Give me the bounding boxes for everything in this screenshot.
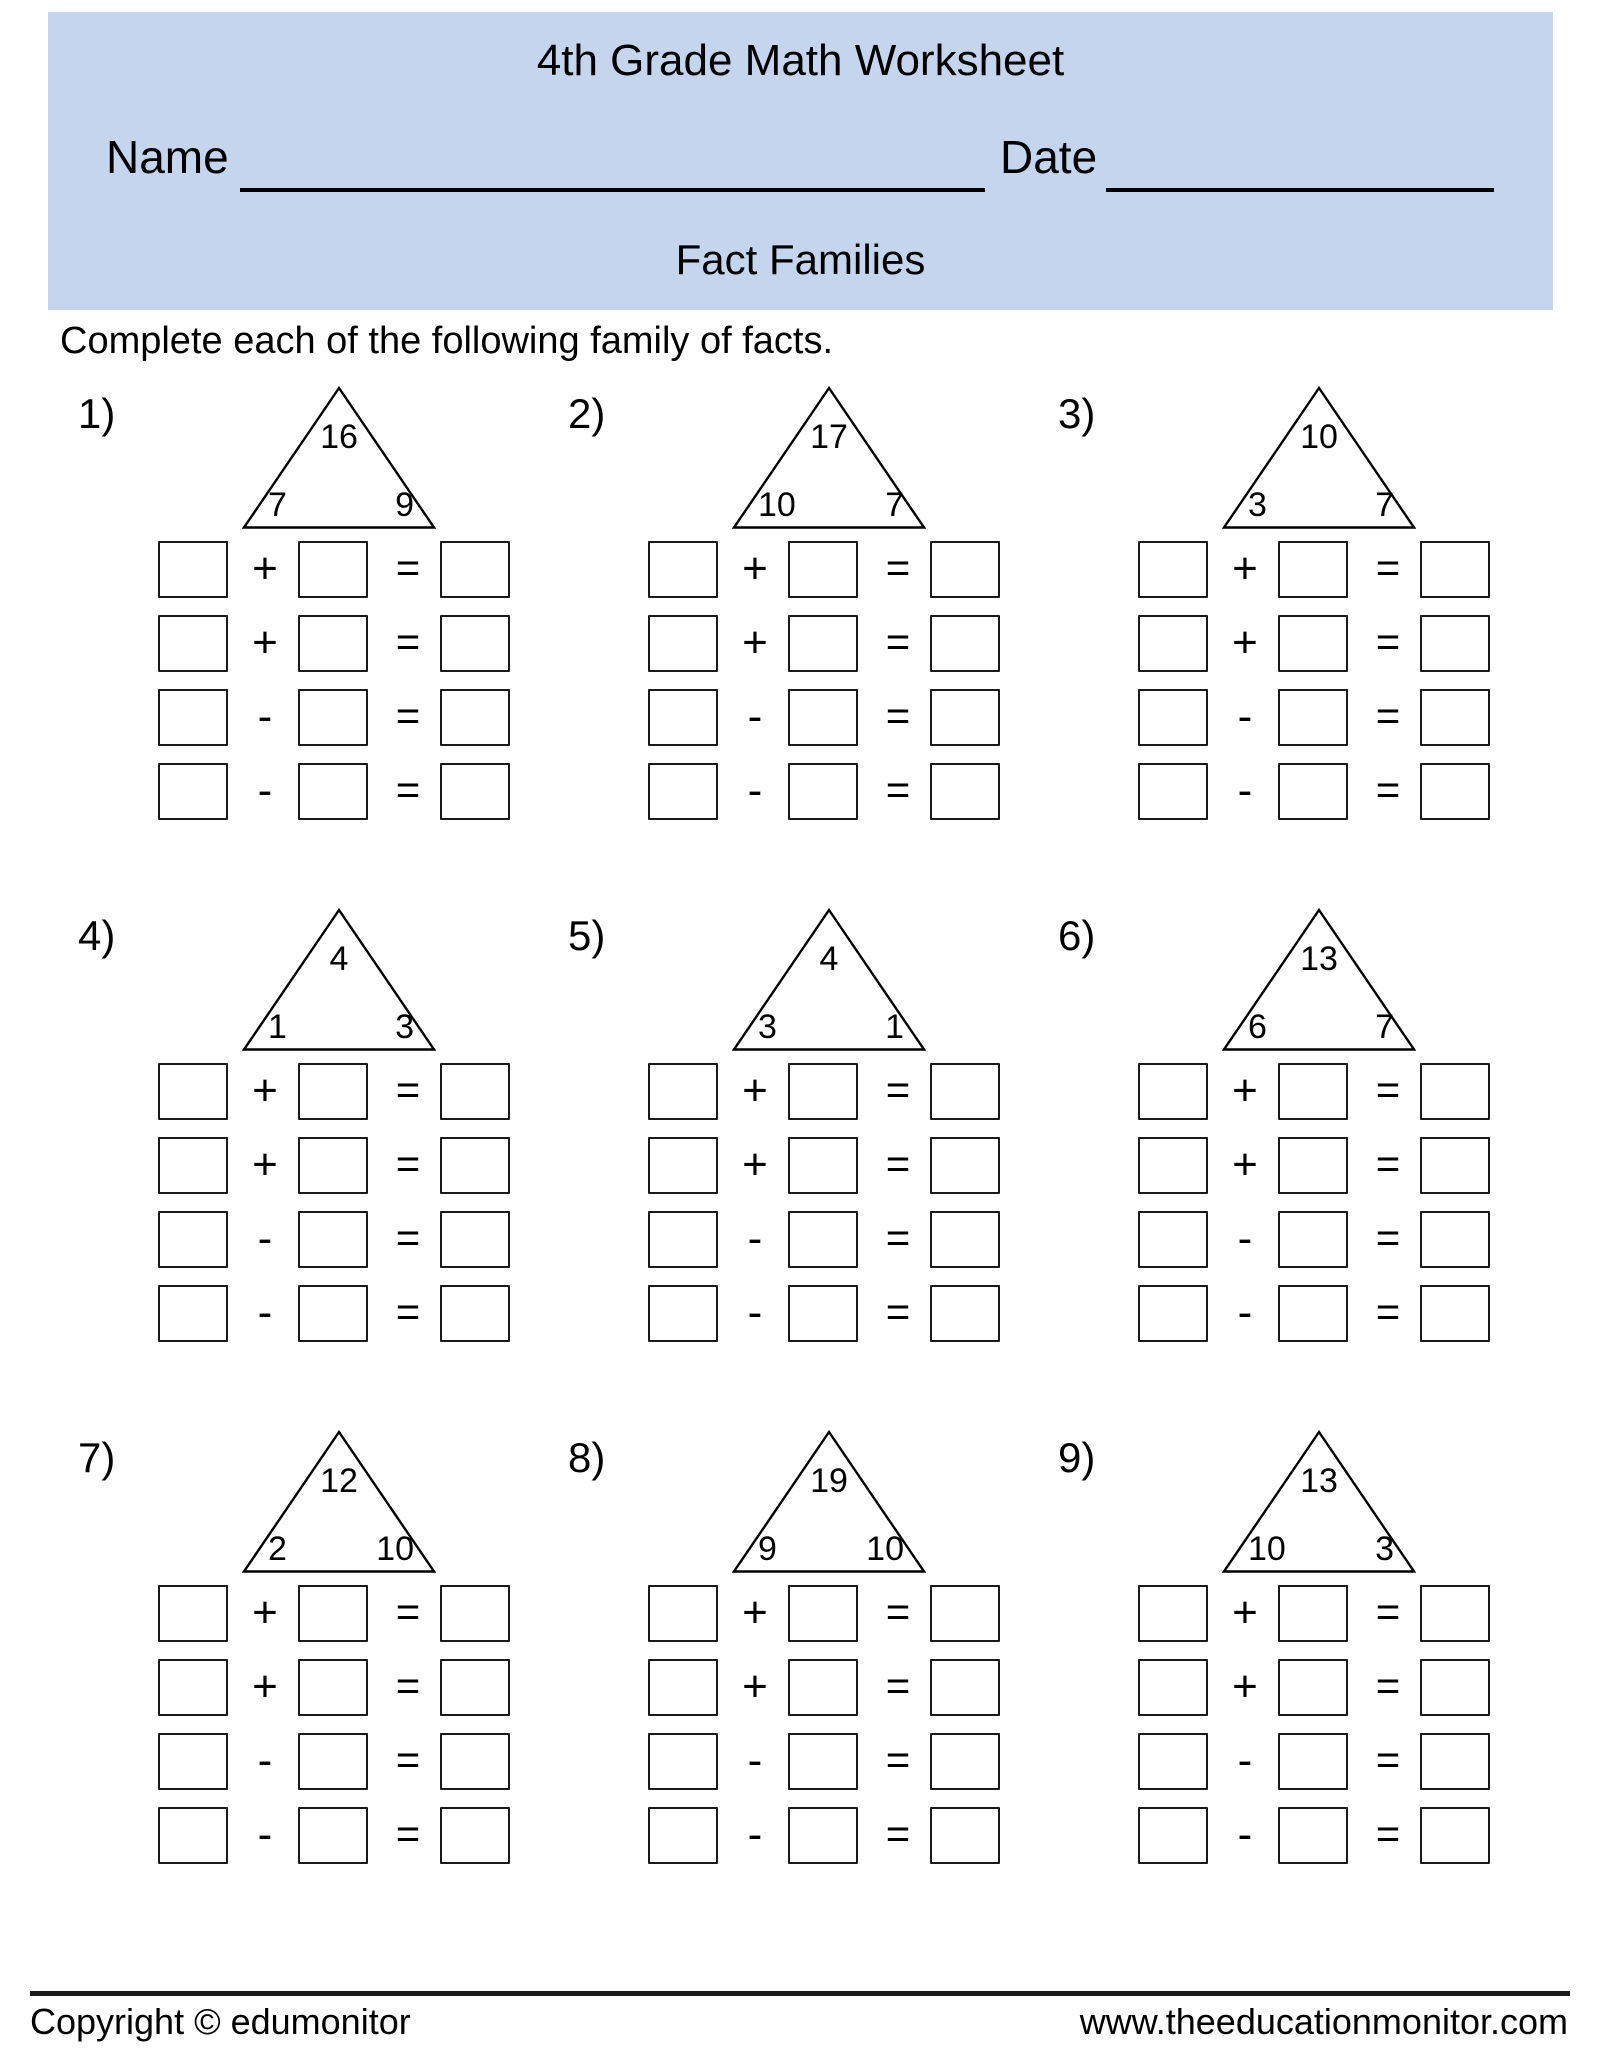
equals-sign: = (885, 1140, 911, 1187)
answer-box[interactable] (648, 763, 718, 820)
answer-box[interactable] (1138, 1137, 1208, 1194)
equals-sign: = (395, 1588, 421, 1635)
fact-triangle (732, 907, 926, 1052)
plus-operator: + (252, 544, 278, 593)
equals-sign: = (1375, 1588, 1401, 1635)
equals-sign: = (885, 1066, 911, 1113)
fact-family-problem (1058, 902, 1503, 1350)
answer-box[interactable] (788, 615, 858, 672)
minus-operator: - (257, 766, 273, 815)
answer-box[interactable] (930, 763, 1000, 820)
answer-box[interactable] (1278, 1585, 1348, 1642)
minus-operator: - (257, 692, 273, 741)
triangle-top-number: 4 (329, 940, 349, 978)
equals-sign: = (1375, 1066, 1401, 1113)
plus-operator: + (1232, 1588, 1258, 1637)
answer-box[interactable] (648, 615, 718, 672)
answer-box[interactable] (440, 1285, 510, 1342)
equation-row (1138, 1285, 1490, 1343)
date-input-line[interactable] (1106, 144, 1494, 192)
answer-box[interactable] (1420, 541, 1490, 598)
answer-box[interactable] (158, 1733, 228, 1790)
answer-box[interactable] (298, 689, 368, 746)
minus-operator: - (257, 1810, 273, 1859)
equals-sign: = (1375, 618, 1401, 665)
problem-number-label: 1) (78, 390, 116, 437)
triangle-right-number: 1 (885, 1008, 904, 1046)
plus-operator: + (1232, 1662, 1258, 1711)
equation-row (648, 1285, 1000, 1343)
problem-number-label: 4) (78, 912, 116, 959)
equation-row (1138, 1733, 1490, 1791)
answer-box[interactable] (788, 1733, 858, 1790)
equals-sign: = (1375, 766, 1401, 813)
answer-box[interactable] (1420, 1285, 1490, 1342)
plus-operator: + (252, 618, 278, 667)
triangle-left-number: 1 (268, 1008, 287, 1046)
answer-box[interactable] (1138, 1807, 1208, 1864)
plus-operator: + (252, 1066, 278, 1115)
minus-operator: - (257, 1736, 273, 1785)
answer-box[interactable] (1420, 1211, 1490, 1268)
answer-box[interactable] (1138, 1733, 1208, 1790)
fact-triangle (732, 385, 926, 530)
name-input-line[interactable] (240, 144, 985, 192)
equals-sign: = (395, 544, 421, 591)
triangle-left-number: 2 (268, 1530, 287, 1568)
answer-box[interactable] (788, 541, 858, 598)
equation-row (1138, 1137, 1490, 1195)
fact-triangle (1222, 385, 1416, 530)
answer-box[interactable] (788, 1137, 858, 1194)
answer-box[interactable] (930, 1285, 1000, 1342)
answer-box[interactable] (648, 1137, 718, 1194)
equation-row (1138, 763, 1490, 821)
problem-number-label: 5) (568, 912, 606, 959)
answer-box[interactable] (1138, 1211, 1208, 1268)
answer-box[interactable] (440, 1211, 510, 1268)
minus-operator: - (1237, 692, 1253, 741)
equation-row (648, 615, 1000, 673)
answer-box[interactable] (648, 541, 718, 598)
triangle-right-number: 10 (866, 1530, 904, 1568)
triangle-right-number: 3 (395, 1008, 414, 1046)
answer-box[interactable] (648, 1807, 718, 1864)
answer-box[interactable] (1138, 1659, 1208, 1716)
answer-box[interactable] (648, 1211, 718, 1268)
equation-row (158, 1211, 510, 1269)
answer-box[interactable] (1278, 1137, 1348, 1194)
answer-box[interactable] (1420, 1807, 1490, 1864)
answer-box[interactable] (1420, 1585, 1490, 1642)
minus-operator: - (747, 1736, 763, 1785)
answer-box[interactable] (1420, 1733, 1490, 1790)
answer-box[interactable] (158, 615, 228, 672)
answer-box[interactable] (298, 1733, 368, 1790)
triangle-top-number: 19 (810, 1462, 848, 1500)
minus-operator: - (1237, 1214, 1253, 1263)
answer-box[interactable] (1420, 1137, 1490, 1194)
worksheet-subtitle: Fact Families (675, 236, 926, 283)
equals-sign: = (885, 1588, 911, 1635)
minus-operator: - (747, 692, 763, 741)
equals-sign: = (1375, 1662, 1401, 1709)
answer-box[interactable] (1278, 1285, 1348, 1342)
triangle-top-number: 10 (1300, 418, 1338, 456)
equals-sign: = (395, 1288, 421, 1335)
equation-row (648, 1733, 1000, 1791)
answer-box[interactable] (440, 1063, 510, 1120)
answer-box[interactable] (298, 541, 368, 598)
equation-row (158, 689, 510, 747)
answer-box[interactable] (440, 763, 510, 820)
fact-family-problem (568, 902, 1013, 1350)
answer-box[interactable] (1420, 1659, 1490, 1716)
equation-row (158, 763, 510, 821)
equation-row (648, 1585, 1000, 1643)
equation-row (158, 1285, 510, 1343)
answer-box[interactable] (158, 763, 228, 820)
minus-operator: - (1237, 766, 1253, 815)
answer-box[interactable] (440, 1733, 510, 1790)
equation-row (1138, 689, 1490, 747)
answer-box[interactable] (298, 1585, 368, 1642)
answer-box[interactable] (158, 1063, 228, 1120)
answer-box[interactable] (298, 1137, 368, 1194)
equation-row (648, 1063, 1000, 1121)
answer-box[interactable] (440, 1137, 510, 1194)
fact-triangle (1222, 1429, 1416, 1574)
equals-sign: = (1375, 1810, 1401, 1857)
triangle-left-number: 7 (268, 486, 287, 524)
website-url[interactable]: www.theeducationmonitor.com (1079, 2001, 1568, 2042)
answer-box[interactable] (158, 689, 228, 746)
equation-row (158, 1063, 510, 1121)
answer-box[interactable] (930, 541, 1000, 598)
problem-number-label: 7) (78, 1434, 116, 1481)
minus-operator: - (1237, 1810, 1253, 1859)
equals-sign: = (885, 1736, 911, 1783)
answer-box[interactable] (158, 541, 228, 598)
minus-operator: - (257, 1288, 273, 1337)
equals-sign: = (1375, 544, 1401, 591)
equation-row (648, 1137, 1000, 1195)
answer-box[interactable] (648, 1063, 718, 1120)
answer-box[interactable] (1278, 763, 1348, 820)
answer-box[interactable] (158, 1137, 228, 1194)
triangle-left-number: 10 (758, 486, 796, 524)
fact-triangle (242, 1429, 436, 1574)
equation-row (1138, 541, 1490, 599)
answer-box[interactable] (440, 1807, 510, 1864)
answer-box[interactable] (440, 541, 510, 598)
triangle-right-number: 7 (1375, 1008, 1394, 1046)
answer-box[interactable] (298, 763, 368, 820)
plus-operator: + (1232, 544, 1258, 593)
answer-box[interactable] (1138, 763, 1208, 820)
answer-box[interactable] (440, 1585, 510, 1642)
plus-operator: + (742, 618, 768, 667)
equation-row (158, 1137, 510, 1195)
answer-box[interactable] (1138, 615, 1208, 672)
answer-box[interactable] (1278, 1733, 1348, 1790)
equals-sign: = (395, 692, 421, 739)
equals-sign: = (885, 692, 911, 739)
answer-box[interactable] (788, 1585, 858, 1642)
worksheet-header (48, 12, 1553, 310)
answer-box[interactable] (1278, 1659, 1348, 1716)
equation-row (1138, 1063, 1490, 1121)
triangle-top-number: 16 (320, 418, 358, 456)
equals-sign: = (885, 1288, 911, 1335)
answer-box[interactable] (298, 1285, 368, 1342)
answer-box[interactable] (930, 1733, 1000, 1790)
equals-sign: = (885, 1810, 911, 1857)
equals-sign: = (1375, 692, 1401, 739)
answer-box[interactable] (1278, 1063, 1348, 1120)
answer-box[interactable] (1278, 1807, 1348, 1864)
answer-box[interactable] (1138, 1285, 1208, 1342)
answer-box[interactable] (648, 1659, 718, 1716)
answer-box[interactable] (930, 1063, 1000, 1120)
plus-operator: + (1232, 618, 1258, 667)
date-label: Date (1000, 131, 1098, 183)
worksheet-title: 4th Grade Math Worksheet (536, 36, 1065, 85)
answer-box[interactable] (788, 1807, 858, 1864)
footer-divider (30, 1991, 1570, 1996)
minus-operator: - (747, 766, 763, 815)
minus-operator: - (747, 1288, 763, 1337)
equation-row (648, 689, 1000, 747)
triangle-right-number: 7 (885, 486, 904, 524)
equation-row (1138, 1807, 1490, 1865)
instruction-text: Complete each of the following family of facts. (60, 320, 834, 362)
answer-box[interactable] (788, 689, 858, 746)
answer-box[interactable] (788, 1285, 858, 1342)
equation-row (648, 1807, 1000, 1865)
answer-box[interactable] (930, 615, 1000, 672)
minus-operator: - (747, 1810, 763, 1859)
answer-box[interactable] (1278, 615, 1348, 672)
answer-box[interactable] (930, 1585, 1000, 1642)
answer-box[interactable] (440, 615, 510, 672)
equals-sign: = (1375, 1736, 1401, 1783)
equals-sign: = (395, 1810, 421, 1857)
equation-row (158, 1659, 510, 1717)
triangle-top-number: 17 (810, 418, 848, 456)
equation-row (158, 615, 510, 673)
problem-number-label: 9) (1058, 1434, 1096, 1481)
equals-sign: = (395, 1140, 421, 1187)
answer-box[interactable] (298, 1063, 368, 1120)
answer-box[interactable] (1278, 689, 1348, 746)
equals-sign: = (395, 766, 421, 813)
triangle-left-number: 6 (1248, 1008, 1267, 1046)
problem-number-label: 6) (1058, 912, 1096, 959)
plus-operator: + (742, 1140, 768, 1189)
equals-sign: = (395, 1214, 421, 1261)
name-label: Name (106, 131, 229, 183)
answer-box[interactable] (930, 1807, 1000, 1864)
answer-box[interactable] (1420, 615, 1490, 672)
answer-box[interactable] (158, 1585, 228, 1642)
fact-family-problem (568, 1424, 1013, 1872)
equals-sign: = (1375, 1140, 1401, 1187)
fact-triangle (732, 1429, 926, 1574)
fact-family-problem (78, 1424, 523, 1872)
answer-box[interactable] (930, 1659, 1000, 1716)
equals-sign: = (885, 618, 911, 665)
answer-box[interactable] (1138, 689, 1208, 746)
fact-family-problem (1058, 1424, 1503, 1872)
fact-family-problem (78, 902, 523, 1350)
triangle-right-number: 7 (1375, 486, 1394, 524)
plus-operator: + (252, 1588, 278, 1637)
answer-box[interactable] (648, 689, 718, 746)
answer-box[interactable] (298, 615, 368, 672)
copyright-text: Copyright © edumonitor (30, 2001, 411, 2042)
answer-box[interactable] (158, 1659, 228, 1716)
equation-row (648, 1659, 1000, 1717)
plus-operator: + (1232, 1066, 1258, 1115)
plus-operator: + (1232, 1140, 1258, 1189)
equation-row (158, 1585, 510, 1643)
answer-box[interactable] (788, 1211, 858, 1268)
plus-operator: + (742, 1662, 768, 1711)
equals-sign: = (1375, 1288, 1401, 1335)
triangle-left-number: 10 (1248, 1530, 1286, 1568)
answer-box[interactable] (158, 1211, 228, 1268)
fact-triangle (242, 385, 436, 530)
equals-sign: = (395, 1066, 421, 1113)
fact-family-problem (568, 380, 1013, 828)
triangle-right-number: 9 (395, 486, 414, 524)
answer-box[interactable] (158, 1807, 228, 1864)
answer-box[interactable] (788, 1063, 858, 1120)
plus-operator: + (252, 1662, 278, 1711)
answer-box[interactable] (1420, 763, 1490, 820)
triangle-right-number: 10 (376, 1530, 414, 1568)
problem-number-label: 3) (1058, 390, 1096, 437)
answer-box[interactable] (158, 1285, 228, 1342)
equation-row (648, 1211, 1000, 1269)
plus-operator: + (252, 1140, 278, 1189)
minus-operator: - (1237, 1288, 1253, 1337)
answer-box[interactable] (648, 1585, 718, 1642)
equals-sign: = (395, 1662, 421, 1709)
minus-operator: - (1237, 1736, 1253, 1785)
equals-sign: = (885, 766, 911, 813)
answer-box[interactable] (440, 1659, 510, 1716)
fact-triangle (1222, 907, 1416, 1052)
equation-row (1138, 1659, 1490, 1717)
answer-box[interactable] (440, 689, 510, 746)
answer-box[interactable] (1138, 1585, 1208, 1642)
fact-triangle (242, 907, 436, 1052)
answer-box[interactable] (298, 1659, 368, 1716)
equals-sign: = (395, 1736, 421, 1783)
problem-number-label: 8) (568, 1434, 606, 1481)
triangle-top-number: 4 (819, 940, 839, 978)
triangle-left-number: 3 (1248, 486, 1267, 524)
equation-row (648, 541, 1000, 599)
equals-sign: = (395, 618, 421, 665)
equation-row (648, 763, 1000, 821)
triangle-top-number: 13 (1300, 1462, 1338, 1500)
equation-row (158, 1807, 510, 1865)
answer-box[interactable] (930, 689, 1000, 746)
equation-row (1138, 1211, 1490, 1269)
answer-box[interactable] (1138, 1063, 1208, 1120)
minus-operator: - (257, 1214, 273, 1263)
equals-sign: = (885, 1662, 911, 1709)
answer-box[interactable] (648, 1285, 718, 1342)
equation-row (158, 1733, 510, 1791)
answer-box[interactable] (788, 1659, 858, 1716)
equals-sign: = (1375, 1214, 1401, 1261)
triangle-left-number: 3 (758, 1008, 777, 1046)
answer-box[interactable] (930, 1137, 1000, 1194)
fact-family-problem (1058, 380, 1503, 828)
minus-operator: - (747, 1214, 763, 1263)
equation-row (1138, 1585, 1490, 1643)
answer-box[interactable] (648, 1733, 718, 1790)
equation-row (1138, 615, 1490, 673)
equals-sign: = (885, 1214, 911, 1261)
plus-operator: + (742, 544, 768, 593)
answer-box[interactable] (1420, 1063, 1490, 1120)
equation-row (158, 541, 510, 599)
answer-box[interactable] (788, 763, 858, 820)
answer-box[interactable] (1420, 689, 1490, 746)
answer-box[interactable] (930, 1211, 1000, 1268)
problem-number-label: 2) (568, 390, 606, 437)
answer-box[interactable] (298, 1807, 368, 1864)
answer-box[interactable] (298, 1211, 368, 1268)
triangle-top-number: 12 (320, 1462, 358, 1500)
fact-family-problem (78, 380, 523, 828)
answer-box[interactable] (1278, 541, 1348, 598)
plus-operator: + (742, 1066, 768, 1115)
triangle-right-number: 3 (1375, 1530, 1394, 1568)
answer-box[interactable] (1278, 1211, 1348, 1268)
triangle-top-number: 13 (1300, 940, 1338, 978)
plus-operator: + (742, 1588, 768, 1637)
equals-sign: = (885, 544, 911, 591)
answer-box[interactable] (1138, 541, 1208, 598)
triangle-left-number: 9 (758, 1530, 777, 1568)
